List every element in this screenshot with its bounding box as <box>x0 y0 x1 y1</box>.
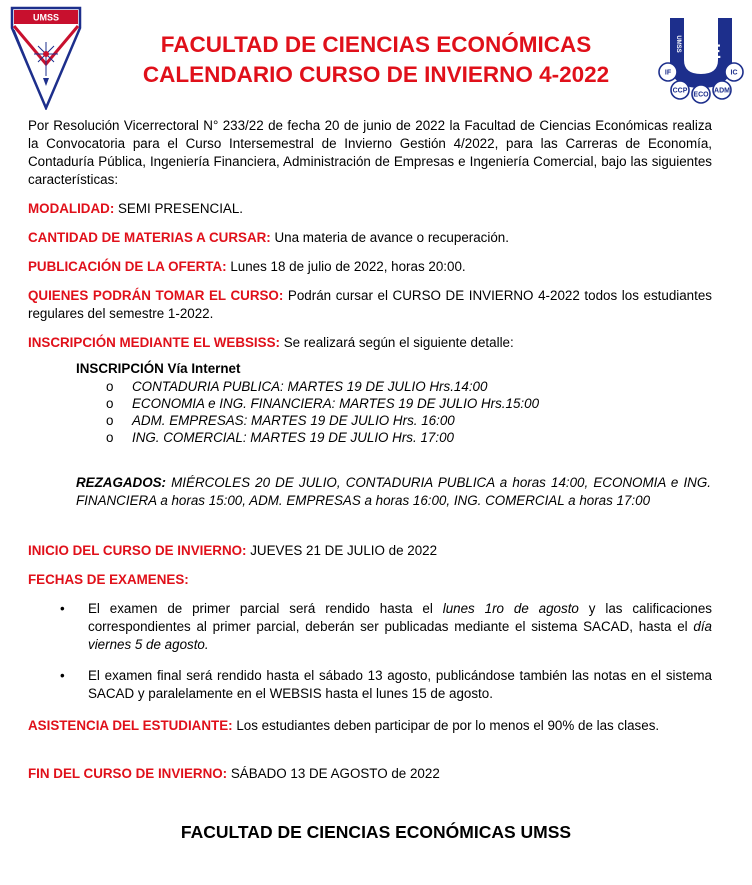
inscripcion-subheading: INSCRIPCIÓN Vía Internet <box>76 361 241 376</box>
svg-text:UMSS: UMSS <box>32 12 60 23</box>
inscripcion-line <box>28 334 712 352</box>
fin-line <box>28 765 712 783</box>
list-item: o ADM. EMPRESAS: MARTES 19 DE JULIO Hrs. 16:00 <box>106 413 455 428</box>
bullet-dot: • <box>60 668 65 683</box>
asistencia-value: Los estudiantes deben participar de por lo menos el 90% de las clases. <box>232 718 660 733</box>
umss-shield-logo <box>10 6 82 110</box>
inscripcion-value: Se realizará según el siguiente detalle: <box>279 335 514 350</box>
publicacion-label: PUBLICACIÓN DE LA OFERTA: <box>28 259 227 274</box>
modalidad-label: MODALIDAD: <box>28 201 115 216</box>
svg-text:IF: IF <box>664 69 672 77</box>
footer-title: FACULTAD DE CIENCIAS ECONÓMICAS UMSS <box>180 822 572 842</box>
rezagados-value: MIÉRCOLES 20 DE JULIO, CONTADURIA PUBLICA a horas 14:00, ECONOMIA e ING. FINANCIERA a horas 15:00, ADM. EMPRESAS a horas 16:00, ING. COMERCIAL a horas 17:00 <box>76 475 711 508</box>
svg-text:ADM: ADM <box>714 87 730 95</box>
svg-text:UMSS: UMSS <box>675 35 681 53</box>
inicio-line <box>28 542 712 560</box>
svg-text:ECO: ECO <box>693 91 709 99</box>
cantidad-label: CANTIDAD DE MATERIAS A CURSAR: <box>28 230 271 245</box>
asistencia-line <box>28 717 712 735</box>
cantidad-value: Una materia de avance o recuperación. <box>270 230 509 245</box>
publicacion-value: Lunes 18 de julio de 2022, horas 20:00. <box>226 259 466 274</box>
rezagados-paragraph <box>76 474 711 509</box>
fechas-label: FECHAS DE EXAMENES: <box>28 572 189 587</box>
exam-bullet-2: • El examen final será rendido hasta el sábado 13 agosto, publicándose también las notas en el sistema SACAD y paralelamente en el WEBSIS hasta el lunes 15 de agosto. <box>60 668 712 701</box>
svg-text:CCP: CCP <box>672 87 688 95</box>
bullet-dot: • <box>60 601 65 616</box>
cantidad-line <box>28 229 712 247</box>
fin-label: FIN DEL CURSO DE INVIERNO: <box>28 766 228 781</box>
fce-umss-logo <box>658 14 744 104</box>
fechas-heading <box>28 571 712 589</box>
rezagados-label: REZAGADOS: <box>76 475 167 490</box>
svg-text:IC: IC <box>730 69 738 77</box>
inicio-value: JUEVES 21 DE JULIO de 2022 <box>246 543 438 558</box>
modalidad-value: SEMI PRESENCIAL. <box>114 201 244 216</box>
asistencia-label: ASISTENCIA DEL ESTUDIANTE: <box>28 718 233 733</box>
exam-bullet-1: • El examen de primer parcial será rendido hasta el lunes 1ro de agosto y las calificaciones correspondientes al primer parcial, deberán ser publicadas mediante el sistema SACAD, hasta el día viernes 5 de agosto. <box>60 601 712 652</box>
quienes-label: QUIENES PODRÁN TOMAR EL CURSO: <box>28 288 284 303</box>
svg-text:FCE: FCE <box>683 42 721 63</box>
list-item: o CONTADURIA PUBLICA: MARTES 19 DE JULIO Hrs.14:00 <box>106 379 488 394</box>
inscripcion-label: INSCRIPCIÓN MEDIANTE EL WEBSISS: <box>28 335 280 350</box>
page-title: FACULTAD DE CIENCIAS ECONÓMICAS <box>160 32 592 57</box>
fin-value: SÁBADO 13 DE AGOSTO de 2022 <box>227 766 440 781</box>
list-item: o ING. COMERCIAL: MARTES 19 DE JULIO Hrs. 17:00 <box>106 430 454 445</box>
publicacion-line <box>28 258 712 276</box>
modalidad-line <box>28 200 712 218</box>
quienes-value: Podrán cursar el CURSO DE INVIERNO 4-2022 todos los estudiantes regulares del semestre 1-2022. <box>28 288 712 321</box>
intro-paragraph: Por Resolución Vicerrectoral N° 233/22 de fecha 20 de junio de 2022 la Facultad de Ciencias Económicas realiza la Convocatoria para el Curso Intersemestral de Invierno Gestión 4/2022, para las Carreras de Economía, Contaduría Pública, Ingeniería Financiera, Administración de Empresas e Ingeniería Comercial, bajo las siguientes características: <box>28 118 712 187</box>
inicio-label: INICIO DEL CURSO DE INVIERNO: <box>28 543 247 558</box>
quienes-line <box>28 287 712 323</box>
inscripcion-list <box>76 360 716 446</box>
list-item: o ECONOMIA e ING. FINANCIERA: MARTES 19 DE JULIO Hrs.15:00 <box>106 396 540 411</box>
page-subtitle: CALENDARIO CURSO DE INVIERNO 4-2022 <box>142 62 610 87</box>
